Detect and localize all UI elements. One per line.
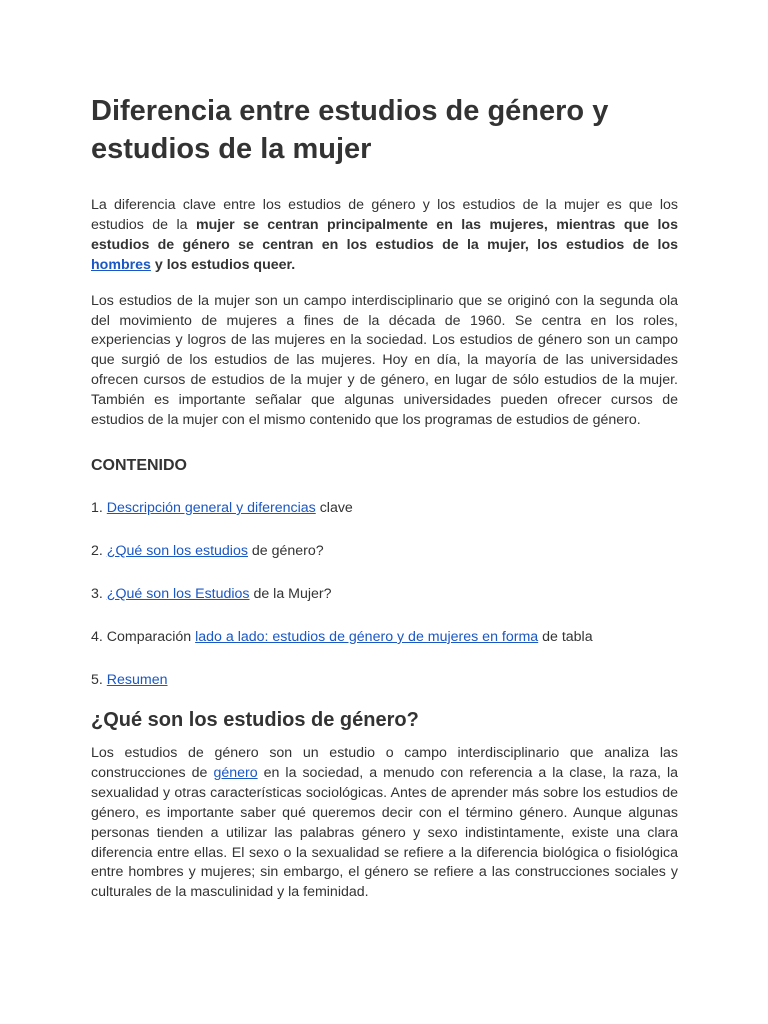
contents-heading: CONTENIDO	[91, 456, 187, 474]
section-heading-gender-studies: ¿Qué son los estudios de género?	[91, 708, 419, 731]
toc-link-gender-studies[interactable]: ¿Qué son los estudios	[106, 542, 248, 559]
toc-link-comparison[interactable]: lado a lado: estudios de género y de mujeres en forma	[195, 628, 539, 645]
intro-paragraph	[91, 196, 678, 276]
hombres-link[interactable]: hombres	[91, 256, 151, 273]
intro-text: La diferencia clave entre los estudios de género y los estudios de la mujer es que los estudios de la	[91, 197, 678, 233]
genero-link[interactable]: género	[213, 764, 258, 781]
toc-item-overview: 1. Descripción general y diferencias clave	[91, 499, 353, 516]
body-paragraph: Los estudios de la mujer son un campo interdisciplinario que se originó con la segunda ola del movimiento de mujeres a fines de la década de 1960. Se centra en los roles, experiencias y logros de las mujeres en la sociedad. Los estudios de género son un campo que surgió de los estudios de las mujeres. Hoy en día, la mayoría de las universidades ofrecen cursos de estudios de la mujer y de género, en lugar de sólo estudios de la mujer. También es importante señalar que algunas universidades pueden ofrecer cursos de estudios de la mujer con el mismo contenido que los programas de estudios de género.	[91, 292, 678, 429]
section-paragraph: Los estudios de género son un estudio o campo interdisciplinario que analiza las construcciones de género en la sociedad, a menudo con referencia a la clase, la raza, la sexualidad y otras características sociológicas. Antes de aprender más sobre los estudios de género, es importante saber qué queremos decir con el término género. Aunque algunas personas tienden a utilizar las palabras género y sexo indistintamente, existe una clara diferencia entre ellas. El sexo o la sexualidad se refiere a la diferencia biológica o fisiológica entre hombres y mujeres; sin embargo, el género se refiere a las construcciones sociales y culturales de la masculinidad y la feminidad.	[91, 744, 679, 901]
toc-link-summary[interactable]: Resumen	[106, 671, 168, 688]
toc-item-comparison: 4. Comparación lado a lado: estudios de género y de mujeres en forma de tabla	[91, 628, 593, 645]
intro-bold-text: mujer se centran principalmente en las mujeres, mientras que los estudios de género se centran en los estudios de la mujer, los estudios de los hombres y los estudios queer.	[91, 216, 678, 273]
table-of-contents	[91, 498, 678, 690]
toc-item-womens-studies: 3. ¿Qué son los Estudios de la Mujer?	[91, 585, 332, 602]
toc-link-overview[interactable]: Descripción general y diferencias	[106, 499, 316, 516]
toc-item-summary: 5. Resumen	[91, 671, 168, 688]
toc-link-womens-studies[interactable]: ¿Qué son los Estudios	[106, 585, 250, 602]
page-title: Diferencia entre estudios de género y estudios de la mujer	[91, 95, 609, 165]
toc-item-gender-studies: 2. ¿Qué son los estudios de género?	[91, 542, 324, 559]
